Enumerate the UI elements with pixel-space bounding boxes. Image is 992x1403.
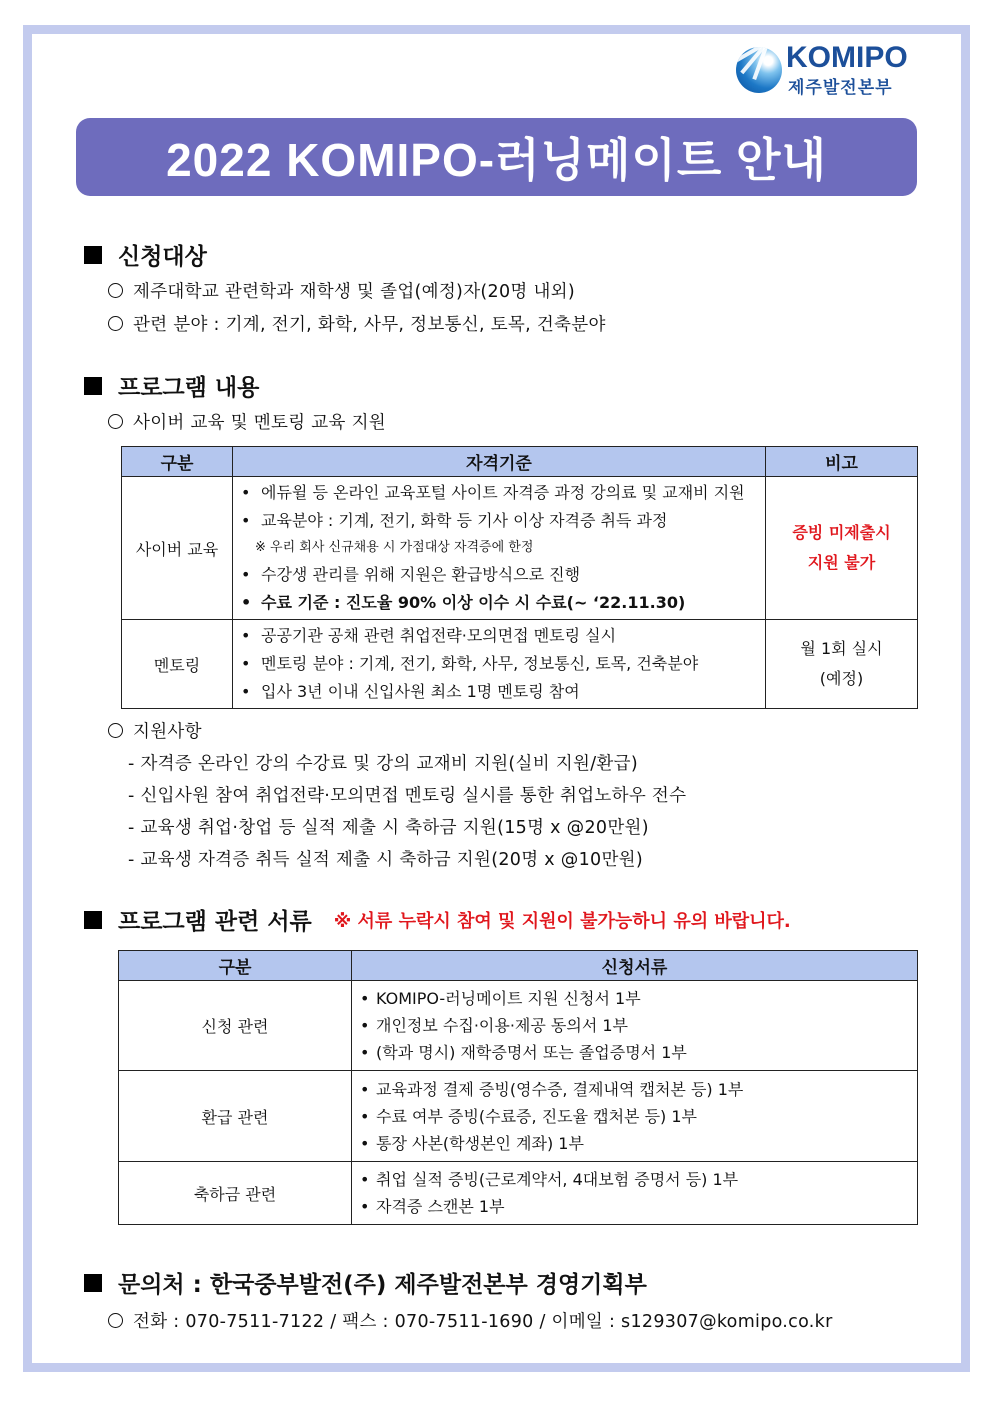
eligibility-item: 관련 분야 : 기계, 전기, 화학, 사무, 정보통신, 토목, 건축분야 bbox=[108, 311, 606, 336]
row-criteria: • 에듀윌 등 온라인 교육포털 사이트 자격증 과정 강의료 및 교재비 지원 • 교육분야 : 기계, 전기, 화학 등 기사 이상 자격증 취득 과정 ※ 우리 회사 신규채용 시 가점대상 자격증에 한정 • 수강생 관리를 위해 지원은 환급방식으로 진행 • 수료 기준 : 진도율 90% 이상 이수 시 수료(~ ‘22.11.30) bbox=[233, 477, 766, 620]
table-row bbox=[122, 620, 918, 709]
row-documents: • KOMIPO-러닝메이트 지원 신청서 1부 • 개인정보 수집·이용·제공 동의서 1부 • (학과 명시) 재학증명서 또는 졸업증명서 1부 bbox=[352, 981, 918, 1071]
title-banner bbox=[76, 118, 917, 196]
support-item: - 자격증 온라인 강의 수강료 및 강의 교재비 지원(실비 지원/환급) bbox=[128, 754, 638, 774]
circle-bullet-icon bbox=[108, 316, 123, 331]
row-remark: 월 1회 실시 (예정) bbox=[766, 620, 918, 709]
table-row bbox=[119, 1162, 918, 1225]
program-table bbox=[121, 446, 918, 709]
section-contact-heading: 문의처 : 한국중부발전(주) 제주발전본부 경영기획부 bbox=[84, 1266, 647, 1299]
row-category: 신청 관련 bbox=[119, 981, 352, 1071]
header-category: 구분 bbox=[119, 951, 352, 981]
square-bullet-icon bbox=[84, 246, 102, 264]
square-bullet-icon bbox=[84, 1274, 102, 1292]
table-row bbox=[119, 981, 918, 1071]
header-remark: 비고 bbox=[766, 447, 918, 477]
row-documents: • 교육과정 결제 증빙(영수증, 결제내역 캡처본 등) 1부 • 수료 여부 증빙(수료증, 진도율 캡처본 등) 1부 • 통장 사본(학생본인 계좌) 1부 bbox=[352, 1071, 918, 1162]
program-intro: 사이버 교육 및 멘토링 교육 지원 bbox=[108, 409, 386, 434]
row-remark: 증빙 미제출시 지원 불가 bbox=[766, 477, 918, 620]
table-row bbox=[122, 477, 918, 620]
logo-brand: KOMIPO bbox=[786, 41, 908, 74]
header-documents: 신청서류 bbox=[352, 951, 918, 981]
contact-line: 전화 : 070-7511-7122 / 팩스 : 070-7511-1690 / 이메일 : s129307@komipo.co.kr bbox=[108, 1308, 833, 1333]
row-category: 사이버 교육 bbox=[122, 477, 233, 620]
square-bullet-icon bbox=[84, 377, 102, 395]
support-item: - 교육생 자격증 취득 실적 제출 시 축하금 지원(20명 x @10만원) bbox=[128, 850, 643, 870]
section-documents-heading: 프로그램 관련 서류 ※ 서류 누락시 참여 및 지원이 불가능하니 유의 바랍니다. bbox=[84, 903, 791, 936]
header-category: 구분 bbox=[122, 447, 233, 477]
eligibility-item: 제주대학교 관련학과 재학생 및 졸업(예정)자(20명 내외) bbox=[108, 278, 575, 303]
circle-bullet-icon bbox=[108, 723, 123, 738]
circle-bullet-icon bbox=[108, 414, 123, 429]
page-title: 2022 KOMIPO-러닝메이트 안내 bbox=[166, 134, 827, 186]
logo-subtitle: 제주발전본부 bbox=[788, 78, 893, 98]
support-item: - 교육생 취업·창업 등 실적 제출 시 축하금 지원(15명 x @20만원) bbox=[128, 818, 649, 838]
circle-bullet-icon bbox=[108, 283, 123, 298]
criteria-note: ※ 우리 회사 신규채용 시 가점대상 자격증에 한정 bbox=[255, 540, 534, 555]
section-program-heading: 프로그램 내용 bbox=[84, 369, 259, 402]
row-documents: • 취업 실적 증빙(근로계약서, 4대보험 증명서 등) 1부 • 자격증 스캔본 1부 bbox=[352, 1162, 918, 1225]
globe-icon bbox=[736, 47, 782, 93]
support-item: - 신입사원 참여 취업전략·모의면접 멘토링 실시를 통한 취업노하우 전수 bbox=[128, 786, 687, 806]
row-criteria: • 공공기관 공채 관련 취업전략·모의면접 멘토링 실시 • 멘토링 분야 : 기계, 전기, 화학, 사무, 정보통신, 토목, 건축분야 • 입사 3년 이내 신입사원 최소 1명 멘토링 참여 bbox=[233, 620, 766, 709]
documents-table bbox=[118, 950, 918, 1225]
square-bullet-icon bbox=[84, 911, 102, 929]
section-eligibility-heading: 신청대상 bbox=[84, 238, 207, 271]
support-heading: 지원사항 bbox=[108, 718, 202, 743]
row-category: 환급 관련 bbox=[119, 1071, 352, 1162]
komipo-logo bbox=[736, 41, 936, 100]
header-criteria: 자격기준 bbox=[233, 447, 766, 477]
circle-bullet-icon bbox=[108, 1313, 123, 1328]
table-header-row bbox=[119, 951, 918, 981]
table-header-row bbox=[122, 447, 918, 477]
table-row bbox=[119, 1071, 918, 1162]
row-category: 멘토링 bbox=[122, 620, 233, 709]
documents-warning: ※ 서류 누락시 참여 및 지원이 불가능하니 유의 바랍니다. bbox=[333, 910, 791, 932]
row-category: 축하금 관련 bbox=[119, 1162, 352, 1225]
